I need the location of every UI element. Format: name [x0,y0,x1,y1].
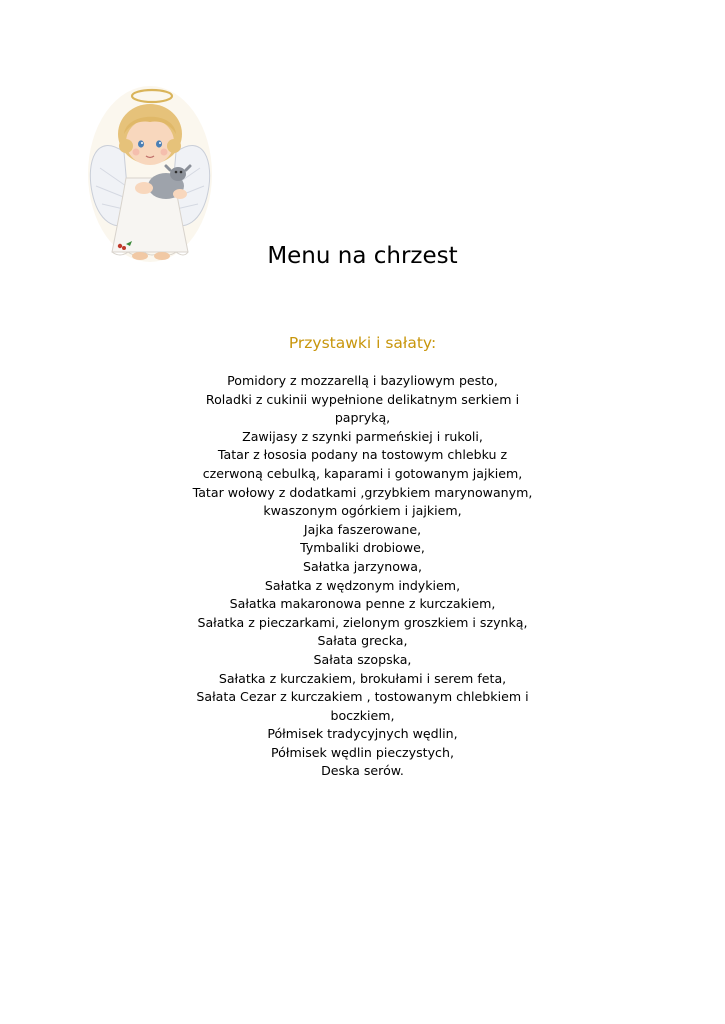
page-title: Menu na chrzest [267,243,458,269]
menu-item: Jajka faszerowane, [303,521,422,537]
section-heading: Przystawki i sałaty: [288,334,437,352]
angel-illustration [86,82,214,264]
menu-item: Tatar z łososia podany na tostowym chlebku z czerwoną cebulką, kaparami i gotowanym jajkiem, [202,447,523,481]
menu-item: Sałatka jarzynowa, [303,558,422,574]
menu-item: Sałatka z pieczarkami, zielonym groszkiem i szynką, [197,614,528,630]
menu-item: Sałatka z wędzonym indykiem, [264,577,461,593]
menu-item: Sałata Cezar z kurczakiem , tostowanym chlebkiem i boczkiem, [196,689,529,723]
menu-list [190,372,535,781]
menu-item: Tatar wołowy z dodatkami ,grzybkiem marynowanym, kwaszonym ogórkiem i jajkiem, [192,484,533,519]
menu-item: Deska serów. [321,763,404,779]
menu-item: Półmisek wędlin pieczystych, [271,744,454,760]
menu-item: Pomidory z mozzarellą i bazyliowym pesto, [227,373,498,388]
menu-item: Półmisek tradycyjnych wędlin, [267,726,458,742]
menu-item: Roladki z cukinii wypełnione delikatnym serkiem i papryką, [205,391,520,426]
menu-item: Sałatka makaronowa penne z kurczakiem, [229,596,496,612]
menu-item: Sałata szopska, [313,651,412,667]
menu-item: Sałatka z kurczakiem, brokułami i serem feta, [218,670,507,686]
menu-item: Zawijasy z szynki parmeńskiej i rukoli, [242,428,483,444]
menu-item: Sałata grecka, [317,633,408,649]
menu-item: Tymbaliki drobiowe, [300,540,425,556]
